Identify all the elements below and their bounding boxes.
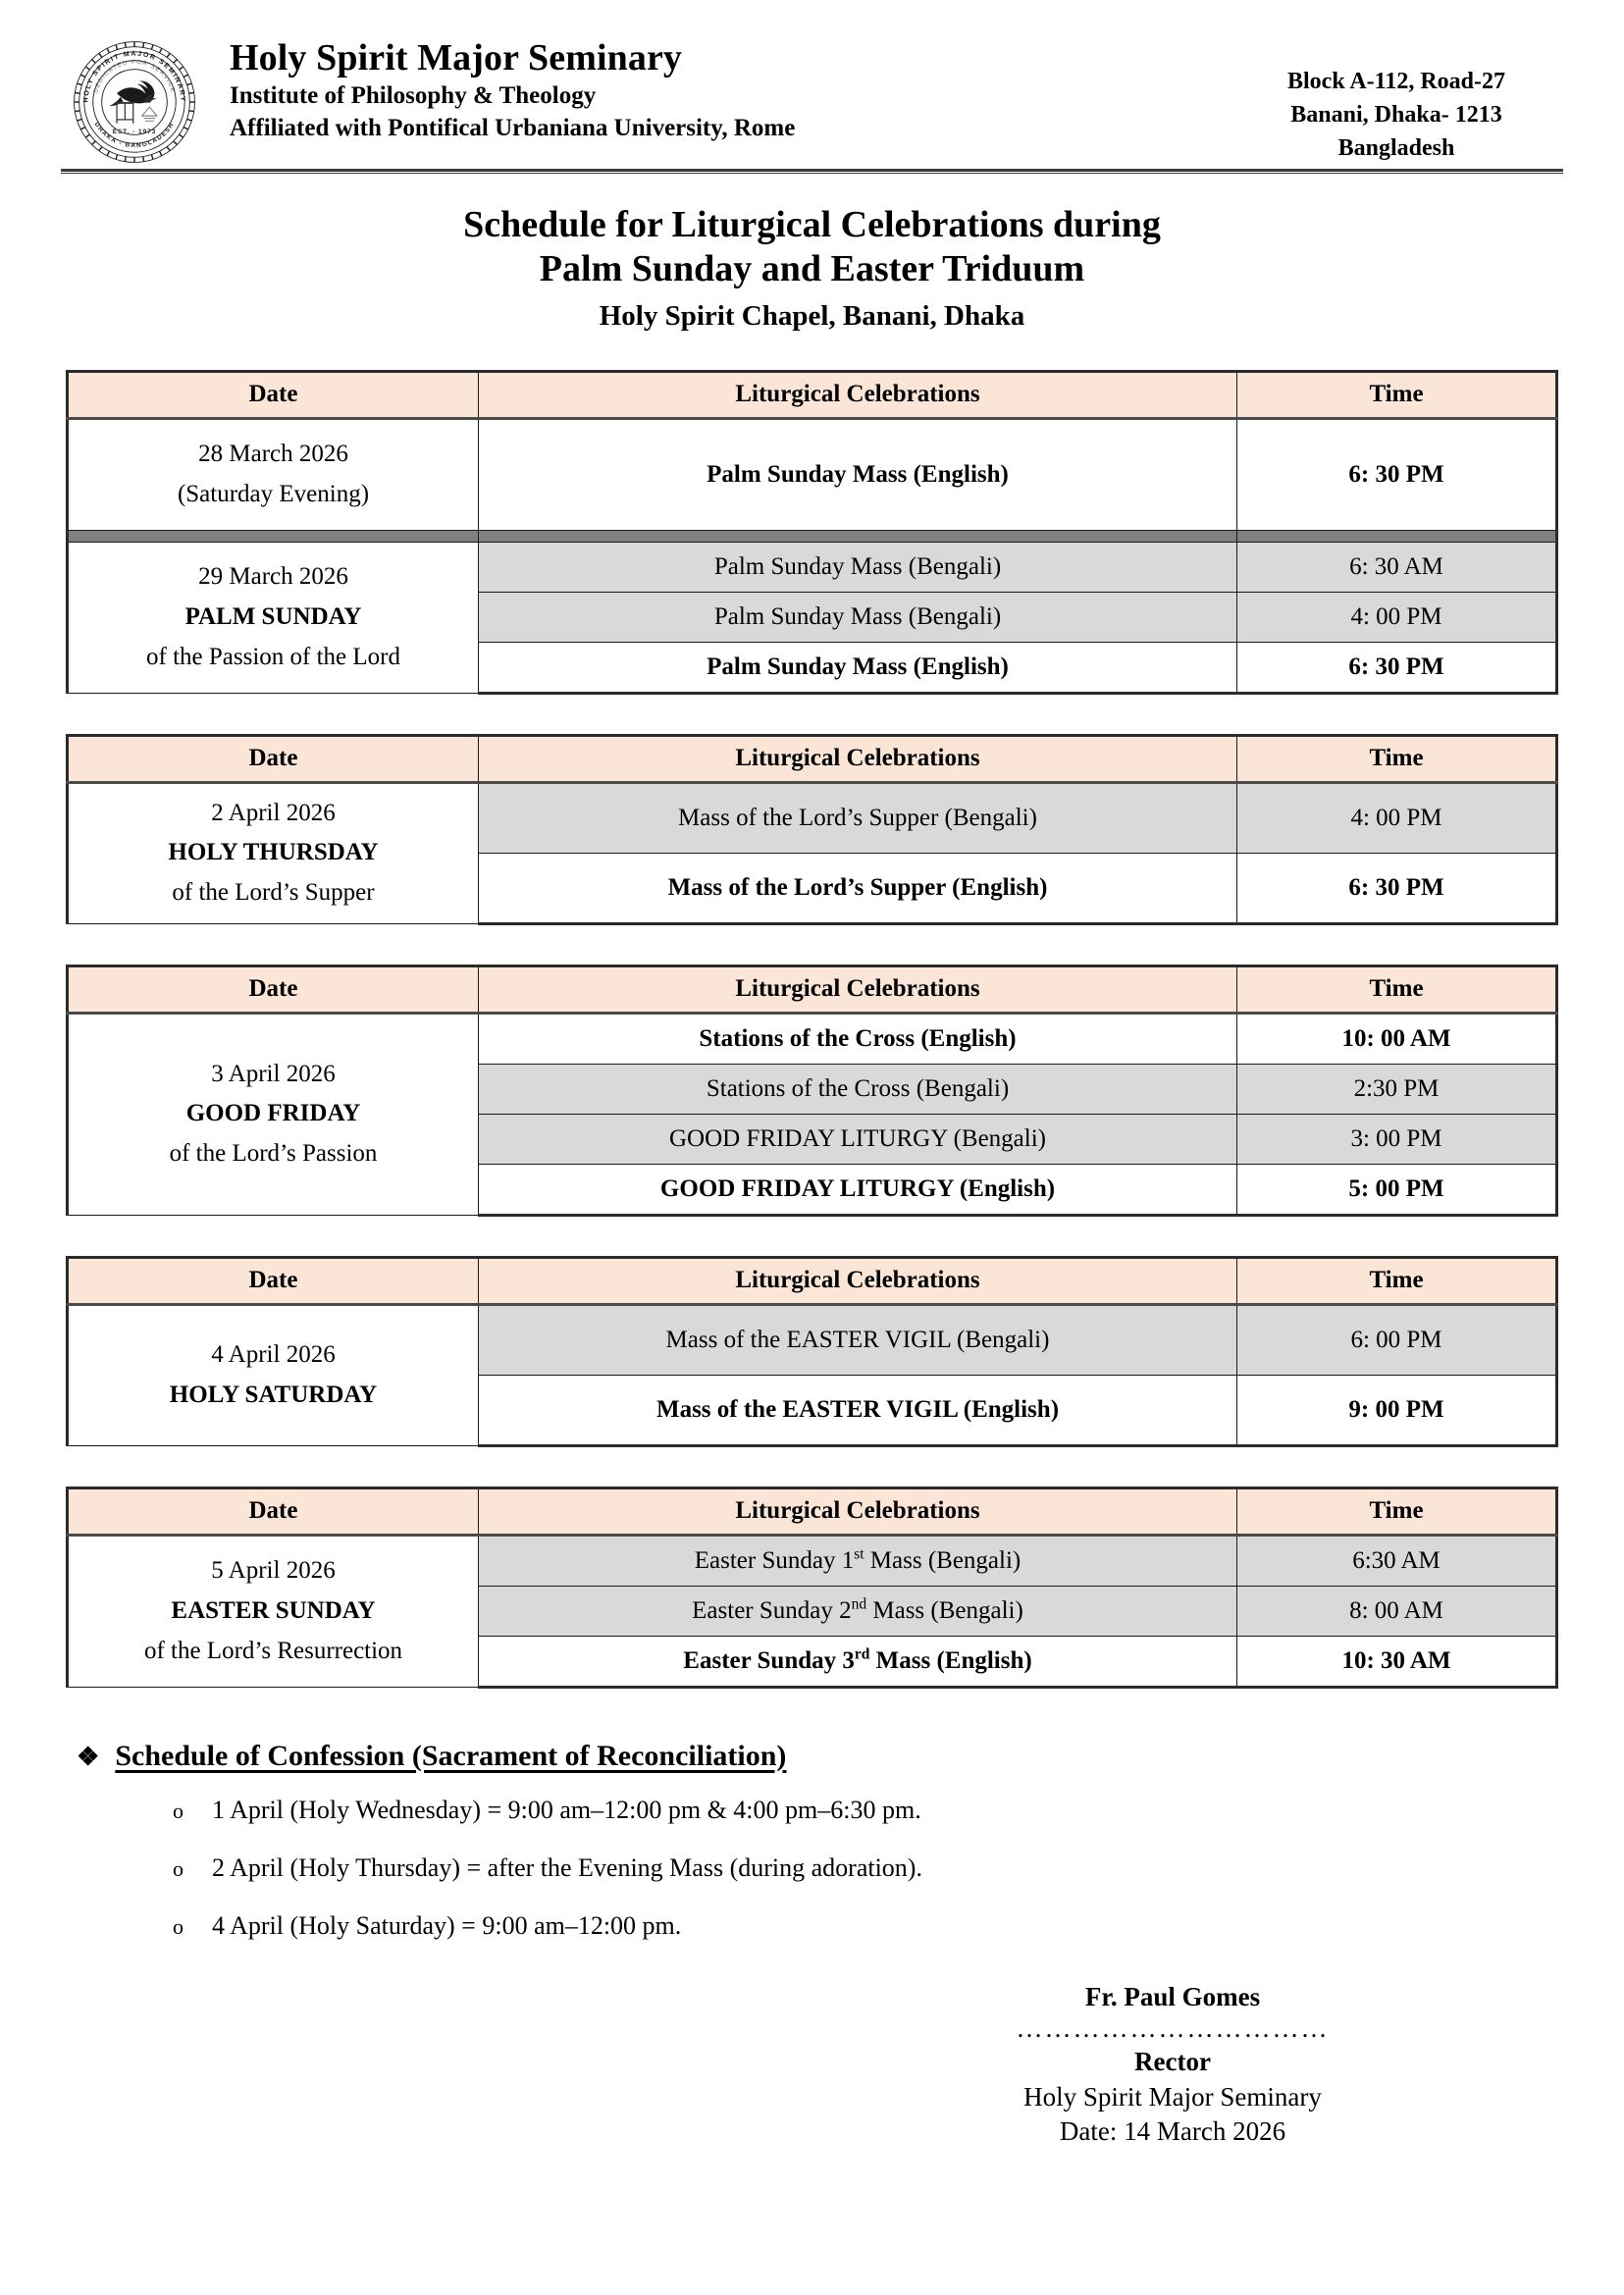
column-header-time: Time bbox=[1237, 965, 1557, 1013]
celebration-cell: Stations of the Cross (English) bbox=[479, 1013, 1237, 1064]
celebration-cell bbox=[479, 1535, 1237, 1586]
date-line-1: 5 April 2026 bbox=[211, 1557, 336, 1585]
celebration-text-post: Mass (Bengali) bbox=[864, 1546, 1022, 1574]
time-cell: 6: 30 AM bbox=[1237, 542, 1557, 592]
address-line-1: Block A-112, Road-27 bbox=[1286, 69, 1506, 94]
diamond-bullet-icon: ❖ bbox=[77, 1742, 100, 1771]
celebration-cell: GOOD FRIDAY LITURGY (English) bbox=[479, 1164, 1237, 1215]
signatory-name: Fr. Paul Gomes bbox=[1084, 1982, 1261, 2012]
letterhead-center bbox=[208, 37, 1230, 145]
date-line-1: 29 March 2026 bbox=[198, 563, 348, 591]
circle-bullet-icon: o bbox=[173, 1855, 183, 1881]
time-cell: 10: 30 AM bbox=[1237, 1636, 1557, 1687]
organization-subtitle: Institute of Philosophy & Theology bbox=[230, 81, 597, 109]
seal-established-text: EST. - 1973 bbox=[112, 129, 157, 135]
column-header-time: Time bbox=[1237, 371, 1557, 418]
time-cell: 10: 00 AM bbox=[1237, 1013, 1557, 1064]
table-palm-sunday bbox=[66, 370, 1558, 695]
seal-location-text: DHAKA - BANGLADESH bbox=[92, 121, 177, 150]
table-header-row bbox=[68, 735, 1557, 782]
organization-affiliation: Affiliated with Pontifical Urbaniana University, Rome bbox=[230, 115, 796, 142]
date-line-2: PALM SUNDAY bbox=[184, 602, 362, 630]
date-line-1: 4 April 2026 bbox=[211, 1340, 336, 1368]
column-header-date: Date bbox=[68, 735, 479, 782]
seal-outer-text: HOLY SPIRIT MAJOR SEMINARY bbox=[82, 50, 186, 103]
spacer bbox=[0, 1447, 1624, 1487]
celebration-cell: GOOD FRIDAY LITURGY (Bengali) bbox=[479, 1114, 1237, 1164]
date-line-3: of the Passion of the Lord bbox=[146, 643, 400, 670]
celebration-cell: Mass of the EASTER VIGIL (English) bbox=[479, 1375, 1237, 1445]
date-line-2: (Saturday Evening) bbox=[177, 480, 370, 507]
confession-list bbox=[173, 1795, 1624, 1942]
column-header-time: Time bbox=[1237, 735, 1557, 782]
date-line-1: 2 April 2026 bbox=[211, 799, 336, 826]
table-header-row bbox=[68, 371, 1557, 418]
date-line-3: of the Lord’s Passion bbox=[169, 1140, 378, 1168]
column-header-time: Time bbox=[1237, 1487, 1557, 1535]
list-item bbox=[173, 1910, 1624, 1941]
time-cell: 3: 00 PM bbox=[1237, 1114, 1557, 1164]
time-cell: 5: 00 PM bbox=[1237, 1164, 1557, 1215]
date-cell bbox=[68, 1013, 479, 1215]
list-item-text: 1 April (Holy Wednesday) = 9:00 am–12:00 pm & 4:00 pm–6:30 pm. bbox=[212, 1795, 921, 1824]
circle-bullet-icon: o bbox=[173, 1798, 183, 1823]
celebration-text-post: Mass (Bengali) bbox=[866, 1596, 1023, 1624]
address-line-3: Bangladesh bbox=[1337, 135, 1455, 162]
table-row bbox=[68, 1304, 1557, 1375]
signature-line: …………………………… bbox=[1016, 2013, 1330, 2044]
celebration-cell: Mass of the Lord’s Supper (Bengali) bbox=[479, 782, 1237, 853]
date-line-2: HOLY SATURDAY bbox=[169, 1381, 378, 1408]
celebration-text-post: Mass (English) bbox=[869, 1646, 1032, 1674]
table-header-row bbox=[68, 1487, 1557, 1535]
date-cell bbox=[68, 542, 479, 693]
date-cell bbox=[68, 782, 479, 923]
letterhead bbox=[61, 0, 1563, 165]
signatory-role: Rector bbox=[1134, 2047, 1211, 2077]
table-row bbox=[68, 782, 1557, 853]
table-row bbox=[68, 542, 1557, 592]
date-line-3: of the Lord’s Supper bbox=[172, 879, 375, 907]
time-cell: 9: 00 PM bbox=[1237, 1375, 1557, 1445]
celebration-cell: Mass of the EASTER VIGIL (Bengali) bbox=[479, 1304, 1237, 1375]
signatory-organization: Holy Spirit Major Seminary bbox=[1023, 2081, 1322, 2112]
date-cell bbox=[68, 418, 479, 530]
column-header-date: Date bbox=[68, 965, 479, 1013]
date-line-2: GOOD FRIDAY bbox=[185, 1100, 361, 1127]
letterhead-divider bbox=[61, 169, 1563, 174]
list-item-text: 4 April (Holy Saturday) = 9:00 am–12:00 pm. bbox=[212, 1911, 682, 1941]
book-icon bbox=[115, 103, 134, 124]
column-header-celebrations: Liturgical Celebrations bbox=[479, 371, 1237, 418]
spacer bbox=[0, 337, 1624, 370]
table-header-row bbox=[68, 1257, 1557, 1304]
circle-bullet-icon: o bbox=[173, 1914, 183, 1940]
title-subtitle: Holy Spirit Chapel, Banani, Dhaka bbox=[599, 299, 1025, 332]
celebration-cell: Palm Sunday Mass (Bengali) bbox=[479, 542, 1237, 592]
table-row bbox=[68, 1535, 1557, 1586]
time-cell: 4: 00 PM bbox=[1237, 782, 1557, 853]
date-cell bbox=[68, 1535, 479, 1687]
celebration-cell bbox=[479, 1586, 1237, 1636]
page-title bbox=[0, 203, 1624, 336]
list-item bbox=[173, 1852, 1624, 1883]
confession-heading bbox=[77, 1740, 1624, 1773]
table-holy-thursday bbox=[66, 734, 1558, 925]
column-header-date: Date bbox=[68, 1487, 479, 1535]
band-segment-celebration bbox=[479, 530, 1237, 542]
celebration-cell: Palm Sunday Mass (Bengali) bbox=[479, 592, 1237, 642]
spacer bbox=[0, 1217, 1624, 1256]
table-row bbox=[68, 418, 1557, 530]
confession-section bbox=[77, 1740, 1624, 1942]
celebration-cell: Palm Sunday Mass (English) bbox=[479, 642, 1237, 693]
logo-container bbox=[61, 37, 208, 165]
column-header-date: Date bbox=[68, 371, 479, 418]
column-header-time: Time bbox=[1237, 1257, 1557, 1304]
date-line-3: of the Lord’s Resurrection bbox=[143, 1637, 403, 1664]
section-separator-band bbox=[68, 530, 1557, 542]
time-cell: 6: 30 PM bbox=[1237, 418, 1557, 530]
column-header-celebrations: Liturgical Celebrations bbox=[479, 735, 1237, 782]
date-line-2: HOLY THURSDAY bbox=[168, 839, 379, 866]
signature-date: Date: 14 March 2026 bbox=[1059, 2116, 1286, 2147]
letterhead-address bbox=[1230, 37, 1563, 165]
celebration-cell: Stations of the Cross (Bengali) bbox=[479, 1064, 1237, 1114]
time-cell: 6: 00 PM bbox=[1237, 1304, 1557, 1375]
celebration-cell: Mass of the Lord’s Supper (English) bbox=[479, 853, 1237, 923]
confession-heading-text: Schedule of Confession (Sacrament of Reconciliation) bbox=[115, 1739, 787, 1772]
seminary-seal-icon bbox=[72, 39, 197, 165]
table-good-friday bbox=[66, 965, 1558, 1217]
table-header-row bbox=[68, 965, 1557, 1013]
seal-inner-text: DEDICATED FOR SERVICE bbox=[92, 58, 177, 94]
date-line-1: 28 March 2026 bbox=[198, 440, 348, 467]
column-header-celebrations: Liturgical Celebrations bbox=[479, 1257, 1237, 1304]
time-cell: 8: 00 AM bbox=[1237, 1586, 1557, 1636]
title-line-1: Schedule for Liturgical Celebrations during bbox=[463, 204, 1161, 246]
hut-icon bbox=[142, 107, 157, 121]
time-cell: 2:30 PM bbox=[1237, 1064, 1557, 1114]
table-holy-saturday bbox=[66, 1256, 1558, 1447]
signature-block bbox=[967, 1980, 1379, 2149]
spacer bbox=[0, 925, 1624, 965]
title-line-2: Palm Sunday and Easter Triduum bbox=[539, 248, 1085, 290]
time-cell: 6: 30 PM bbox=[1237, 642, 1557, 693]
celebration-text-pre: Easter Sunday 1 bbox=[694, 1546, 855, 1574]
band-segment-time bbox=[1237, 530, 1557, 542]
band-segment-date bbox=[68, 530, 479, 542]
table-easter-sunday bbox=[66, 1487, 1558, 1689]
spacer bbox=[0, 695, 1624, 734]
time-cell: 6: 30 PM bbox=[1237, 853, 1557, 923]
date-line-2: EASTER SUNDAY bbox=[171, 1596, 376, 1624]
column-header-celebrations: Liturgical Celebrations bbox=[479, 1487, 1237, 1535]
table-row bbox=[68, 1013, 1557, 1064]
time-cell: 4: 00 PM bbox=[1237, 592, 1557, 642]
celebration-text-pre: Easter Sunday 2 bbox=[692, 1596, 852, 1624]
column-header-celebrations: Liturgical Celebrations bbox=[479, 965, 1237, 1013]
column-header-date: Date bbox=[68, 1257, 479, 1304]
organization-name: Holy Spirit Major Seminary bbox=[230, 37, 683, 78]
address-line-2: Banani, Dhaka- 1213 bbox=[1290, 102, 1502, 129]
ordinal-suffix: rd bbox=[854, 1645, 870, 1663]
list-item bbox=[173, 1795, 1624, 1825]
celebration-cell: Palm Sunday Mass (English) bbox=[479, 418, 1237, 530]
date-line-1: 3 April 2026 bbox=[211, 1060, 336, 1087]
date-cell bbox=[68, 1304, 479, 1445]
ordinal-suffix: st bbox=[854, 1545, 864, 1563]
time-cell: 6:30 AM bbox=[1237, 1535, 1557, 1586]
list-item-text: 2 April (Holy Thursday) = after the Evening Mass (during adoration). bbox=[212, 1852, 922, 1882]
celebration-cell bbox=[479, 1636, 1237, 1687]
ordinal-suffix: nd bbox=[851, 1595, 867, 1613]
celebration-text-pre: Easter Sunday 3 bbox=[683, 1646, 855, 1674]
